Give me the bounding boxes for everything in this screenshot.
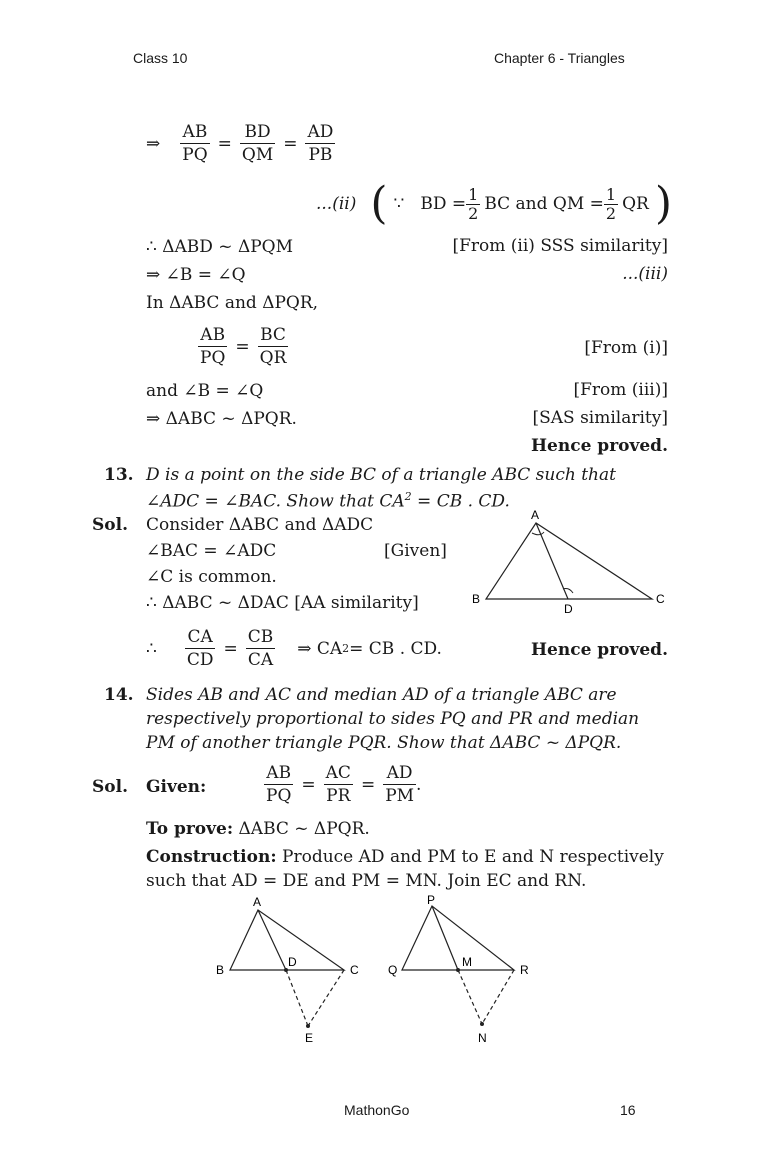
fraction-ca-cd: $\frac{CA}{CD}$ [186, 627, 214, 670]
fraction-ab-pq-2: $\frac{AB}{PQ}$ [200, 325, 226, 368]
fraction-bd-qm: $\frac{BD}{QM}$ [241, 122, 274, 165]
label-d2: D [288, 955, 297, 969]
construction-line-1: Construction: Produce AD and PM to E and N respectively [146, 847, 664, 867]
fraction-ab-pq-3: $\frac{AB}{PQ}$ [266, 763, 292, 806]
ratio-equation-2: $\frac{AB}{PQ}$ = $\frac{BC}{QR}$ [200, 325, 287, 368]
label-b2: B [216, 963, 225, 977]
sol-13-label: Sol. [92, 515, 128, 535]
question-14-line-3: PM of another triangle PQR. Show that ΔABC ~ ΔPQR. [146, 733, 622, 753]
header-class: Class 10 [133, 50, 188, 66]
header-chapter: Chapter 6 - Triangles [494, 50, 625, 66]
angle-b-eq-q: ⇒ ∠B = ∠Q [146, 265, 246, 285]
label-r: R [520, 963, 529, 977]
hence-proved-2: Hence proved. [530, 640, 668, 660]
label-c2: C [350, 963, 359, 977]
reason-sss: [From (ii) SSS similarity] [452, 236, 668, 256]
label-c: C [656, 592, 665, 606]
question-14-line-1: Sides AB and AC and median AD of a triangle ABC are [146, 685, 617, 705]
label-n: N [478, 1031, 487, 1045]
ref-iii: ...(iii) [622, 264, 668, 284]
fraction-half-2: $\frac{1}{2}$ [605, 184, 617, 223]
sol-13-line-2: ∠BAC = ∠ADC [146, 541, 277, 561]
fraction-bc-qr: $\frac{BC}{QR}$ [259, 325, 287, 368]
to-prove-line: To prove: ΔABC ~ ΔPQR. [146, 819, 370, 839]
reason-sas: [SAS similarity] [532, 408, 668, 428]
label-d: D [564, 602, 573, 615]
triangle-pqr-construction-figure [384, 892, 544, 1052]
footer-page-number: 16 [620, 1102, 636, 1118]
fraction-ad-pb: $\frac{AD}{PB}$ [307, 122, 334, 165]
label-a2: A [253, 895, 262, 909]
question-13-line-2: ∠ADC = ∠BAC. Show that $CA^2$ = CB . CD. [146, 490, 510, 512]
question-14-number: 14. [104, 685, 134, 705]
fraction-cb-ca: $\frac{CB}{CA}$ [247, 627, 274, 670]
label-q: Q [388, 963, 398, 977]
label-a: A [531, 508, 540, 522]
sol-14-label: Sol. [92, 777, 128, 797]
sol-13-given: [Given] [384, 541, 447, 561]
label-p: P [427, 893, 436, 907]
sol-13-line-3: ∠C is common. [146, 567, 277, 587]
implies-symbol: ⇒ [146, 133, 161, 154]
sol-13-line-1: Consider ΔABC and ΔADC [146, 515, 374, 535]
construction-line-2: such that AD = DE and PM = MN. Join EC and RN. [146, 871, 587, 891]
label-m: M [462, 955, 472, 969]
and-angle-line: and ∠B = ∠Q [146, 381, 264, 401]
question-14-line-2: respectively proportional to sides PQ and PR and median [146, 709, 640, 729]
similar-abd-pqm: ∴ ΔABD ~ ΔPQM [146, 237, 294, 257]
given-label: Given: [146, 777, 207, 797]
because-line: ...(ii) ( ∵ BD = $\frac{1}{2}$ BC and QM = $\frac{1}{2}$ QR ) [316, 178, 673, 229]
question-13-line-1: D is a point on the side BC of a triangle ABC such that [146, 465, 616, 485]
in-triangles-line: In ΔABC and ΔPQR, [146, 293, 319, 313]
result-13-equation: ∴ $\frac{CA}{CD}$ = $\frac{CB}{CA}$ ⇒ CA 2 = CB . CD. [146, 627, 442, 670]
given-equation: $\frac{AB}{PQ}$ = $\frac{AC}{PR}$ = $\frac{AD}{PM}$ . [266, 763, 422, 806]
hence-proved-1: Hence proved. [530, 436, 668, 456]
fraction-half-1: $\frac{1}{2}$ [468, 184, 479, 223]
triangle-abc-figure [470, 505, 670, 615]
fraction-ac-pr: $\frac{AC}{PR}$ [325, 763, 351, 806]
triangle-abc-construction-figure [210, 892, 370, 1052]
label-b: B [472, 592, 481, 606]
reason-from-iii: [From (iii)] [573, 380, 668, 400]
footer-brand: MathonGo [344, 1102, 410, 1118]
label-e: E [305, 1031, 314, 1045]
ratio-equation-1: ⇒ $\frac{AB}{PQ}$ = $\frac{BD}{QM}$ = $\frac{AD}{PB}$ [146, 122, 334, 165]
sol-13-line-4: ∴ ΔABC ~ ΔDAC [AA similarity] [146, 593, 419, 613]
question-13-number: 13. [104, 465, 134, 485]
reason-from-i: [From (i)] [584, 338, 668, 358]
fraction-ad-pm: $\frac{AD}{PM}$ [385, 763, 415, 806]
fraction-ab-pq: $\frac{AB}{PQ}$ [182, 122, 208, 165]
similar-abc-pqr: ⇒ ΔABC ~ ΔPQR. [146, 409, 297, 429]
